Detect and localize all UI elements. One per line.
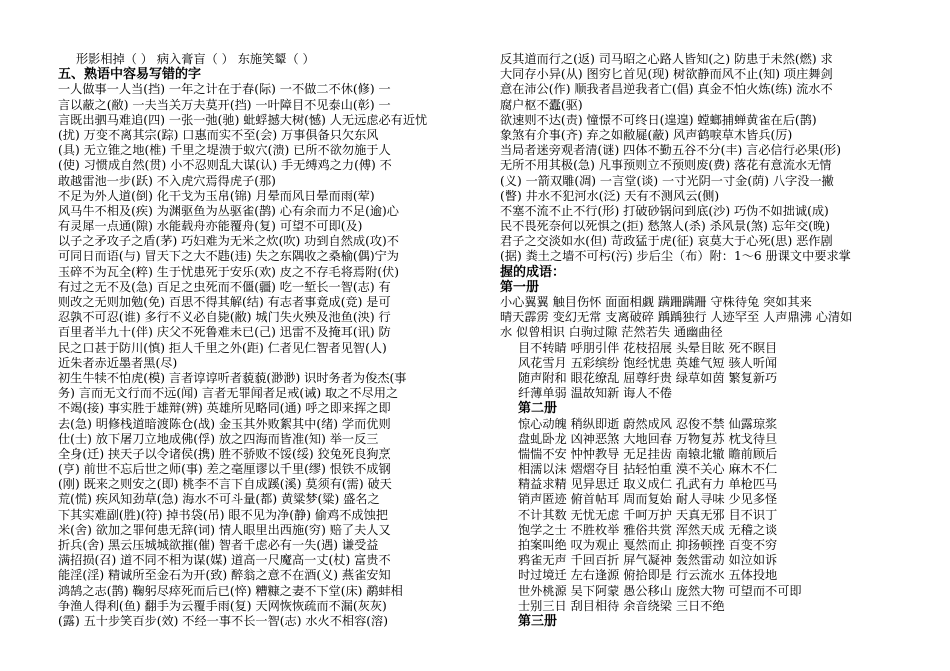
left-line: 敢越雷池一步(跃) 不入虎穴焉得虎子(那) <box>58 173 276 188</box>
left-line: 民之口甚于防川(慎) 拒人千里之外(距) 仁者见仁智者见智(人) <box>58 340 387 355</box>
right-line: 当局者迷旁观者清(谜) 四体不勤五谷不分(丰) 言必信行必果(形) <box>500 143 841 158</box>
right-line: 惊心动魄 稍纵即逝 蔚然成风 忍俊不禁 仙露琼浆 <box>518 416 778 431</box>
left-line: 以子之矛攻子之盾(茅) 巧妇难为无米之炊(吹) 功到自然成(攻)不 <box>58 234 399 249</box>
right-line: 风花雪月 五彩缤纷 饱经忧患 英雄气短 骇人听闻 <box>518 355 778 370</box>
left-line: (露) 五十步笑百步(效) 不经一事不长一智(志) 水火不相容(溶) <box>58 613 388 628</box>
right-line: 小心翼翼 触目伤怀 面面相觑 蹒跚蹒跚 守株待兔 突如其来 <box>500 295 812 309</box>
left-line: 米(舍) 欲加之罪何患无辞(词) 情人眼里出西施(穷) 赔了夫人又 <box>58 522 391 537</box>
right-line: 时过境迁 左右逢源 俯拾即是 行云流水 五体投地 <box>518 568 778 583</box>
right-line: 销声匿迹 俯首帖耳 周而复始 耐人寻味 少见多怪 <box>518 492 778 507</box>
right-line: 大同存小异(从) 图穷匕首见(现) 树欲静而风不止(知) 项庄舞剑 <box>500 67 833 82</box>
left-line: 全身(迁) 挟天子以令诸侯(携) 胜不骄败不馁(绥) 狡兔死良狗烹 <box>58 446 391 461</box>
left-line: 仕(士) 放下屠刀立地成佛(俘) 放之四海而皆准(知) 举一反三 <box>58 431 379 446</box>
left-line: 风马牛不相及(疾) 为渊驱鱼为丛驱雀(鹊) 心有余而力不足(逾)心 <box>58 203 399 218</box>
right-line: 不计其数 无忧无虑 千呵万护 天真无邪 目不识丁 <box>518 507 778 522</box>
right-line: 晴天霹雳 变幻无常 支离破碎 踽踽独行 人迹罕至 人声鼎沸 心清如 <box>500 310 853 325</box>
right-line: 相濡以沫 熠熠夺目 拈轻怕重 漠不关心 麻木不仁 <box>518 462 778 477</box>
right-line: (据) 粪土之墙不可杇(污) 步后尘（布）附：1～6 册课文中要求掌 <box>500 249 851 264</box>
right-heading: 握的成语： <box>500 264 566 280</box>
left-line: 玉碎不为瓦全(粹) 生于忧患死于安乐(欢) 皮之不存毛将焉附(伏) <box>58 264 399 279</box>
left-heading: 五、熟语中容易写错的字 <box>58 67 202 83</box>
right-line: 民不畏死奈何以死惧之(拒) 愁煞人(杀) 杀风景(煞) 忘年交(晚) <box>500 219 830 234</box>
left-line: 争渔人得利(鱼) 翻手为云覆手雨(复) 天网恢恢疏而不漏(灰灰) <box>58 598 387 613</box>
left-line: (扰) 万变不离其宗(踪) 口惠而实不至(会) 万事俱备只欠东风 <box>58 127 379 142</box>
right-line: 拍案叫绝 叹为观止 戛然而止 抑扬顿挫 百变不穷 <box>518 538 778 552</box>
left-line: 一人做事一人当(挡) 一年之计在于春(际) 一不做二不休(修) 一 <box>58 82 391 97</box>
right-line: 意在沛公(作) 顺我者昌逆我者亡(倡) 真金不怕火炼(练) 流水不 <box>500 82 833 97</box>
left-line: 形影相掉（ ） 病入膏盲（ ） 东施笑颦（ ） <box>76 52 315 66</box>
right-line: 盘虬卧龙 凶神恶煞 大地回春 万物复苏 枕戈待旦 <box>518 431 778 446</box>
right-line: 水 似曾相识 白驹过隙 茫然若失 通幽曲径 <box>500 325 723 340</box>
right-heading: 第一册 <box>500 279 540 295</box>
left-line: 言以蔽之(敝) 一夫当关万夫莫开(挡) 一叶障目不见泰山(彰) 一 <box>58 97 391 112</box>
left-column <box>58 52 476 629</box>
right-line: (义) 一箭双雕(凋) 一言堂(谈) 一寸光阴一寸金(荫) 八字没一撇 <box>500 173 834 188</box>
right-line: 纤薄单弱 温故知新 诲人不倦 <box>518 386 672 401</box>
right-line: 目不转睛 呼朋引伴 花枝招展 头晕目眩 死不瞑目 <box>518 340 778 355</box>
right-line: 君子之交淡如水(但) 苛政猛于虎(征) 哀莫大于心死(思) 恶作剧 <box>500 234 833 249</box>
left-line: 不足为外人道(倒) 化干戈为玉帛(锦) 月晕而风日晕而雨(荤) <box>58 188 375 203</box>
right-line: 世外桃源 吴下阿蒙 愚公移山 庞然大物 可望而不可即 <box>518 583 802 598</box>
left-line: 有过之无不及(急) 百足之虫死而不僵(疆) 吃一堑长一智(志) 有 <box>58 279 391 294</box>
left-line: 有灵犀一点通(隙) 水能载舟亦能覆舟(复) 可望不可即(及) <box>58 219 363 234</box>
right-line: 惴惴不安 忡忡教导 无足挂齿 南辕北辙 瞻前顾后 <box>518 446 778 461</box>
left-line: 去(急) 明修栈道暗渡陈仓(战) 金玉其外败絮其中(绪) 学而优则 <box>58 416 391 431</box>
right-line: 象煞有介事(齐) 弃之如敝屣(蔽) 风声鹤唳草木皆兵(厉) <box>500 127 793 142</box>
right-line: 反其道而行之(返) 司马昭之心路人皆知(之) 防患于未然(燃) 求 <box>500 52 833 66</box>
right-line: 随声附和 眼花缭乱 屈尊纡贵 绿草如茵 繁复新巧 <box>518 370 778 385</box>
right-line: 鸦雀无声 千回百折 屏气凝神 轰然雷动 如泣如诉 <box>518 553 778 568</box>
left-line: 近朱者赤近墨者黑(尽) <box>58 355 178 370</box>
right-line: 饱学之士 不胜枚举 雅俗共赏 浑然天成 无稽之谈 <box>518 522 778 537</box>
left-line: 可同日而语(与) 冒天下之大不韪(违) 失之东隅收之桑榆(偶)宁为 <box>58 249 399 264</box>
left-line: 则改之无则加勉(免) 百思不得其解(结) 有志者事竟成(竞) 是可 <box>58 295 391 309</box>
left-line: 满招损(召) 道不同不相为谋(媒) 道高一尺魔高一丈(杖) 富贵不 <box>58 553 391 568</box>
left-line: (刚) 既来之则安之(即) 桃李不言下自成蹊(溪) 莫须有(需) 破天 <box>58 477 392 492</box>
right-line: 腐户枢不蠹(驱) <box>500 97 583 112</box>
right-line: (瞥) 井水不犯河水(泛) 天有不测风云(侧) <box>500 188 720 203</box>
right-heading: 第三册 <box>518 613 558 629</box>
right-heading: 第二册 <box>518 401 558 417</box>
left-line: (使) 习惯成自然(贯) 小不忍则乱大谋(认) 手无缚鸡之力(傅) 不 <box>58 158 392 173</box>
left-line: (具) 无立锥之地(椎) 千里之堤溃于蚁穴(溃) 已所不欲勿施于人 <box>58 143 391 158</box>
left-line: 初生牛犊不怕虎(模) 言者谆谆听者藐藐(渺渺) 识时务者为俊杰(事 <box>58 370 407 385</box>
right-line: 欲速则不达(责) 憧憬不可终日(遑遑) 螳螂捕蝉黄雀在后(鹊) <box>500 112 817 127</box>
left-line: 折兵(舍) 黑云压城城欲摧(催) 智者千虑必有一失(遇) 谦受益 <box>58 538 379 552</box>
left-line: 言既出驷马难追(四) 一张一弛(驰) 蚍蜉撼大树(憾) 人无远虑必有近忧 <box>58 112 428 127</box>
left-line: 忍孰不可忍(谁) 多行不义必自毙(敝) 城门失火殃及池鱼(泱) 行 <box>58 310 391 325</box>
left-line: 百里者半九十(伴) 庆父不死鲁难未已(己) 迅雷不及掩耳(讯) 防 <box>58 325 391 340</box>
right-line: 士别三日 刮目相待 余音绕梁 三日不绝 <box>518 598 725 613</box>
left-line: 下其实难副(胜)(符) 掉书袋(吊) 眼不见为净(静) 偷鸡不成蚀把 <box>58 507 388 522</box>
right-line: 精益求精 见异思迁 取义成仁 孔武有力 单枪匹马 <box>518 477 778 492</box>
right-line: 不塞不流不止不行(形) 打破砂锅问到底(沙) 巧伪不如拙诚(成) <box>500 203 829 218</box>
left-line: 能淫(淫) 精诚所至金石为开(致) 醉翁之意不在酒(义) 燕雀安知 <box>58 568 391 583</box>
left-line: (亨) 前世不忘后世之师(事) 差之毫厘谬以千里(缪) 恨铁不成钢 <box>58 462 391 477</box>
left-line: 务) 言而无文行而不远(闻) 言者无罪闻者足戒(诫) 取之不尽用之 <box>58 386 399 401</box>
left-line: 不竭(接) 事实胜于雄辩(辨) 英雄所见略同(通) 呼之即来挥之即 <box>58 401 391 416</box>
left-line: 鸿鹄之志(鹊) 鞠躬尽瘁死而后已(悴) 糟糠之妻不下堂(床) 鹬蚌相 <box>58 583 403 598</box>
right-column <box>500 52 890 629</box>
left-line: 荒(慌) 疾风知劲草(急) 海水不可斗量(都) 黄粱梦(粱) 盛名之 <box>58 492 380 507</box>
right-line: 无所不用其极(急) 凡事预则立不预则废(费) 落花有意流水无情 <box>500 158 832 173</box>
